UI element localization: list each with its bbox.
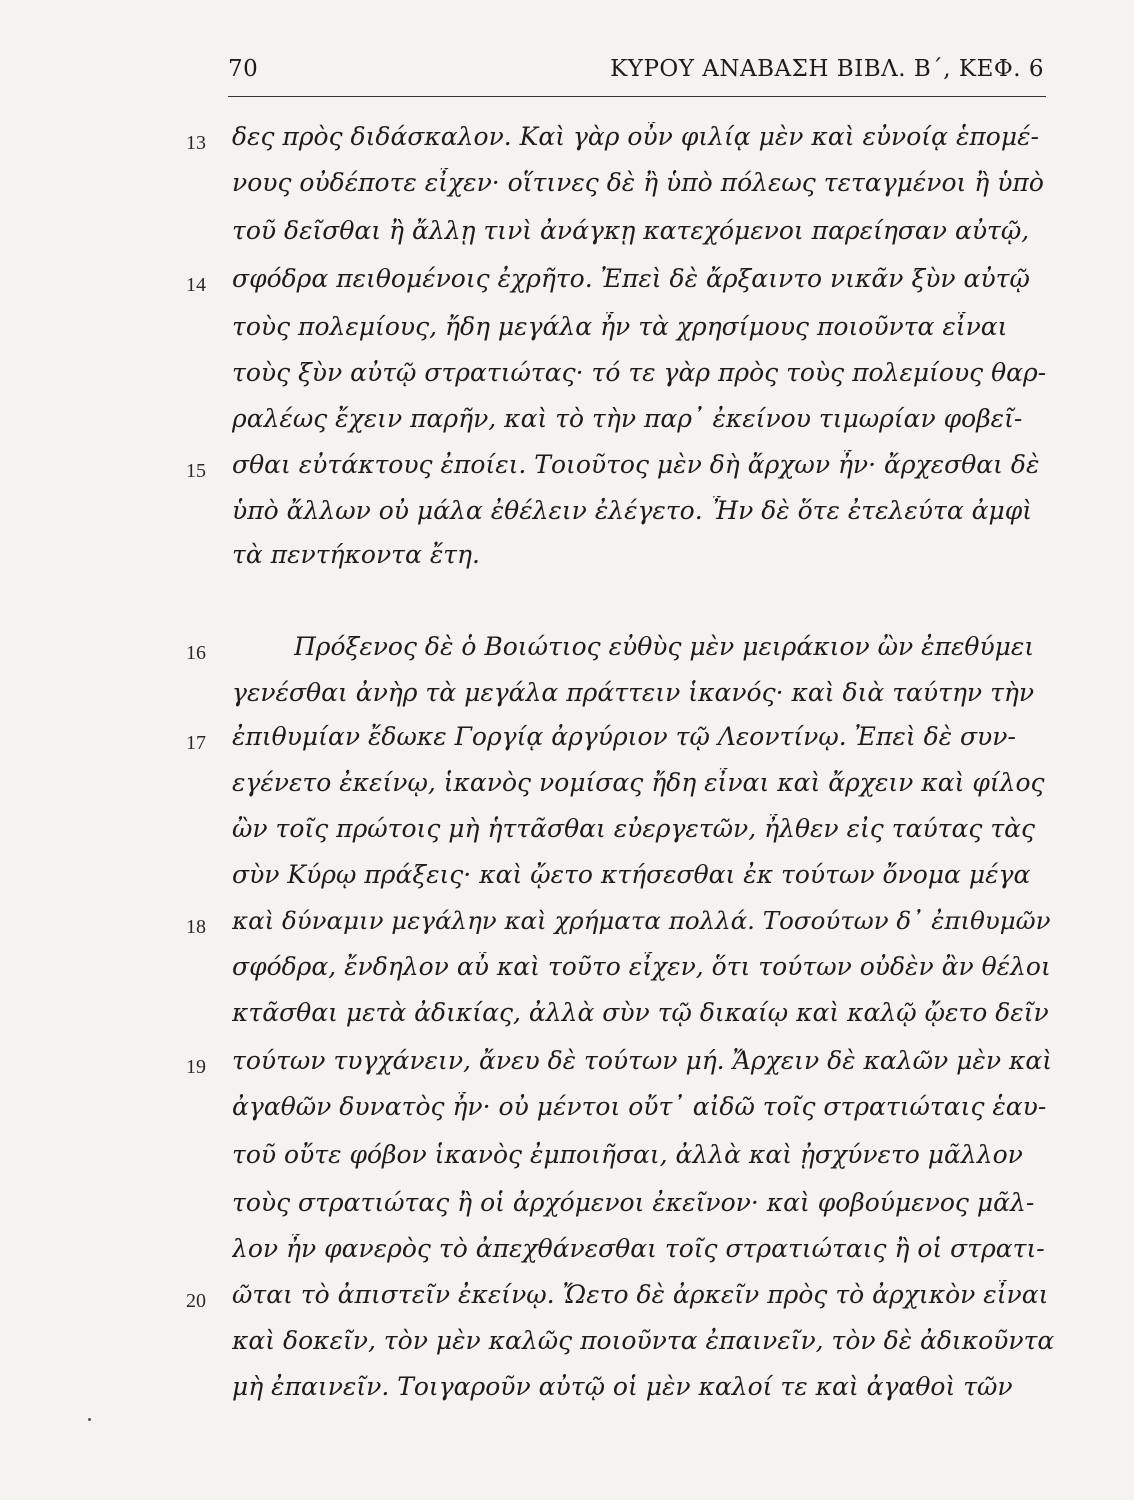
header-rule [228, 96, 1046, 97]
text-line [0, 814, 1134, 860]
line-text: τοῦ οὔτε φόβον ἱκανὸς ἐμποιῆσαι, ἀλλὰ καὶ ᾐσχύνετο μᾶλλον [232, 1140, 1023, 1169]
text-line [0, 496, 1134, 542]
line-text: τούτων τυγχάνειν, ἄνευ δὲ τούτων μή. Ἄρχειν δὲ καλῶν μὲν καὶ [232, 1046, 1053, 1075]
line-text: σθαι εὐτάκτους ἐποίει. Τοιοῦτος μὲν δὴ ἄρχων ἦν· ἄρχεσθαι δὲ [232, 450, 1040, 479]
line-text: τοὺς στρατιώτας ἢ οἱ ἀρχόμενοι ἐκεῖνον· καὶ φοβούμενος μᾶλ- [232, 1188, 1035, 1217]
line-text: ραλέως ἔχειν παρῆν, καὶ τὸ τὴν παρ᾽ ἐκείνου τιμωρίαν φοβεῖ- [232, 404, 1023, 433]
paragraph-number: 15 [186, 460, 206, 482]
line-text: λον ἦν φανερὸς τὸ ἀπεχθάνεσθαι τοῖς στρατιώταις ἢ οἱ στρατι- [232, 1234, 1045, 1263]
line-text: τοὺς πολεμίους, ἤδη μεγάλα ἦν τὰ χρησίμους ποιοῦντα εἶναι [232, 312, 1008, 341]
line-text: σὺν Κύρῳ πράξεις· καὶ ᾤετο κτήσεσθαι ἐκ τούτων ὄνομα μέγα [232, 860, 1031, 889]
text-line [0, 768, 1134, 814]
text-line [0, 722, 1134, 768]
paragraph-number: 20 [186, 1290, 206, 1312]
line-text: νους οὐδέποτε εἶχεν· οἵτινες δὲ ἢ ὑπὸ πόλεως τεταγμένοι ἢ ὑπὸ [232, 168, 1044, 197]
paragraph-number: 16 [186, 642, 206, 664]
line-text: τοὺς ξὺν αὐτῷ στρατιώτας· τό τε γὰρ πρὸς τοὺς πολεμίους θαρ- [232, 358, 1047, 387]
page-header [228, 52, 1044, 92]
text-line [0, 1046, 1134, 1092]
line-text: κτᾶσθαι μετὰ ἀδικίας, ἀλλὰ σὺν τῷ δικαίῳ καὶ καλῷ ᾤετο δεῖν [232, 998, 1049, 1027]
text-line [0, 860, 1134, 906]
text-line [0, 998, 1134, 1044]
text-line [0, 1092, 1134, 1138]
line-text: δες πρὸς διδάσκαλον. Καὶ γὰρ οὖν φιλίᾳ μὲν καὶ εὐνοίᾳ ἑπομέ- [232, 122, 1039, 151]
text-line [0, 1280, 1134, 1326]
line-text: ὢν τοῖς πρώτοις μὴ ἡττᾶσθαι εὐεργετῶν, ἦλθεν εἰς ταύτας τὰς [232, 814, 1036, 843]
page-number: 70 [228, 56, 259, 82]
text-line [0, 168, 1134, 214]
text-line [0, 358, 1134, 404]
text-line [0, 122, 1134, 168]
line-text: Πρόξενος δὲ ὁ Βοιώτιος εὐθὺς μὲν μειράκιον ὢν ἐπεθύμει [294, 632, 1035, 661]
line-text: τὰ πεντήκοντα ἔτη. [232, 540, 480, 569]
line-text: καὶ δοκεῖν, τὸν μὲν καλῶς ποιοῦντα ἐπαινεῖν, τὸν δὲ ἀδικοῦντα [232, 1326, 1054, 1355]
line-text: γενέσθαι ἀνὴρ τὰ μεγάλα πράττειν ἱκανός· καὶ διὰ ταύτην τὴν [232, 678, 1035, 707]
line-text: τοῦ δεῖσθαι ἢ ἄλλῃ τινὶ ἀνάγκῃ κατεχόμενοι παρείησαν αὐτῷ, [232, 216, 1030, 245]
line-text: καὶ δύναμιν μεγάλην καὶ χρήματα πολλά. Τοσούτων δ᾽ ἐπιθυμῶν [232, 906, 1051, 935]
text-line [0, 404, 1134, 450]
text-line [0, 1326, 1134, 1372]
line-text: εγένετο ἐκείνῳ, ἱκανὸς νομίσας ἤδη εἶναι καὶ ἄρχειν καὶ φίλος [232, 768, 1045, 797]
line-text: ῶται τὸ ἀπιστεῖν ἐκείνῳ. Ὤετο δὲ ἀρκεῖν πρὸς τὸ ἀρχικὸν εἶναι [232, 1280, 1049, 1309]
line-text: σφόδρα, ἔνδηλον αὖ καὶ τοῦτο εἶχεν, ὅτι τούτων οὐδὲν ἂν θέλοι [232, 952, 1051, 981]
running-title: ΚΥΡΟΥ ΑΝΑΒΑΣΗ ΒΙΒΛ. Β΄, ΚΕΦ. 6 [610, 56, 1044, 82]
text-line [0, 1140, 1134, 1186]
text-line [0, 264, 1134, 310]
text-line [0, 1234, 1134, 1280]
paragraph-number: 19 [186, 1056, 206, 1078]
paragraph-number: 18 [186, 916, 206, 938]
paper-speck [88, 1418, 91, 1421]
text-line [0, 678, 1134, 724]
line-text: σφόδρα πειθομένοις ἐχρῆτο. Ἐπεὶ δὲ ἄρξαιντο νικᾶν ξὺν αὐτῷ [232, 264, 1030, 293]
text-line [0, 632, 1134, 678]
text-line [0, 312, 1134, 358]
line-text: ἀγαθῶν δυνατὸς ἦν· οὐ μέντοι οὔτ᾽ αἰδῶ τοῖς στρατιώταις ἑαυ- [232, 1092, 1047, 1121]
line-text: μὴ ἐπαινεῖν. Τοιγαροῦν αὐτῷ οἱ μὲν καλοί τε καὶ ἀγαθοὶ τῶν [232, 1372, 1013, 1401]
text-line [0, 540, 1134, 586]
text-line [0, 952, 1134, 998]
line-text: ὑπὸ ἄλλων οὐ μάλα ἐθέλειν ἐλέγετο. Ἦν δὲ ὅτε ἐτελεύτα ἀμφὶ [232, 496, 1033, 525]
text-line [0, 216, 1134, 262]
text-line [0, 450, 1134, 496]
paragraph-number: 14 [186, 274, 206, 296]
text-line [0, 906, 1134, 952]
text-line [0, 1372, 1134, 1418]
paragraph-number: 13 [186, 132, 206, 154]
text-line [0, 1188, 1134, 1234]
paragraph-number: 17 [186, 732, 206, 754]
line-text: ἐπιθυμίαν ἔδωκε Γοργίᾳ ἀργύριον τῷ Λεοντίνῳ. Ἐπεὶ δὲ συν- [232, 722, 1016, 751]
